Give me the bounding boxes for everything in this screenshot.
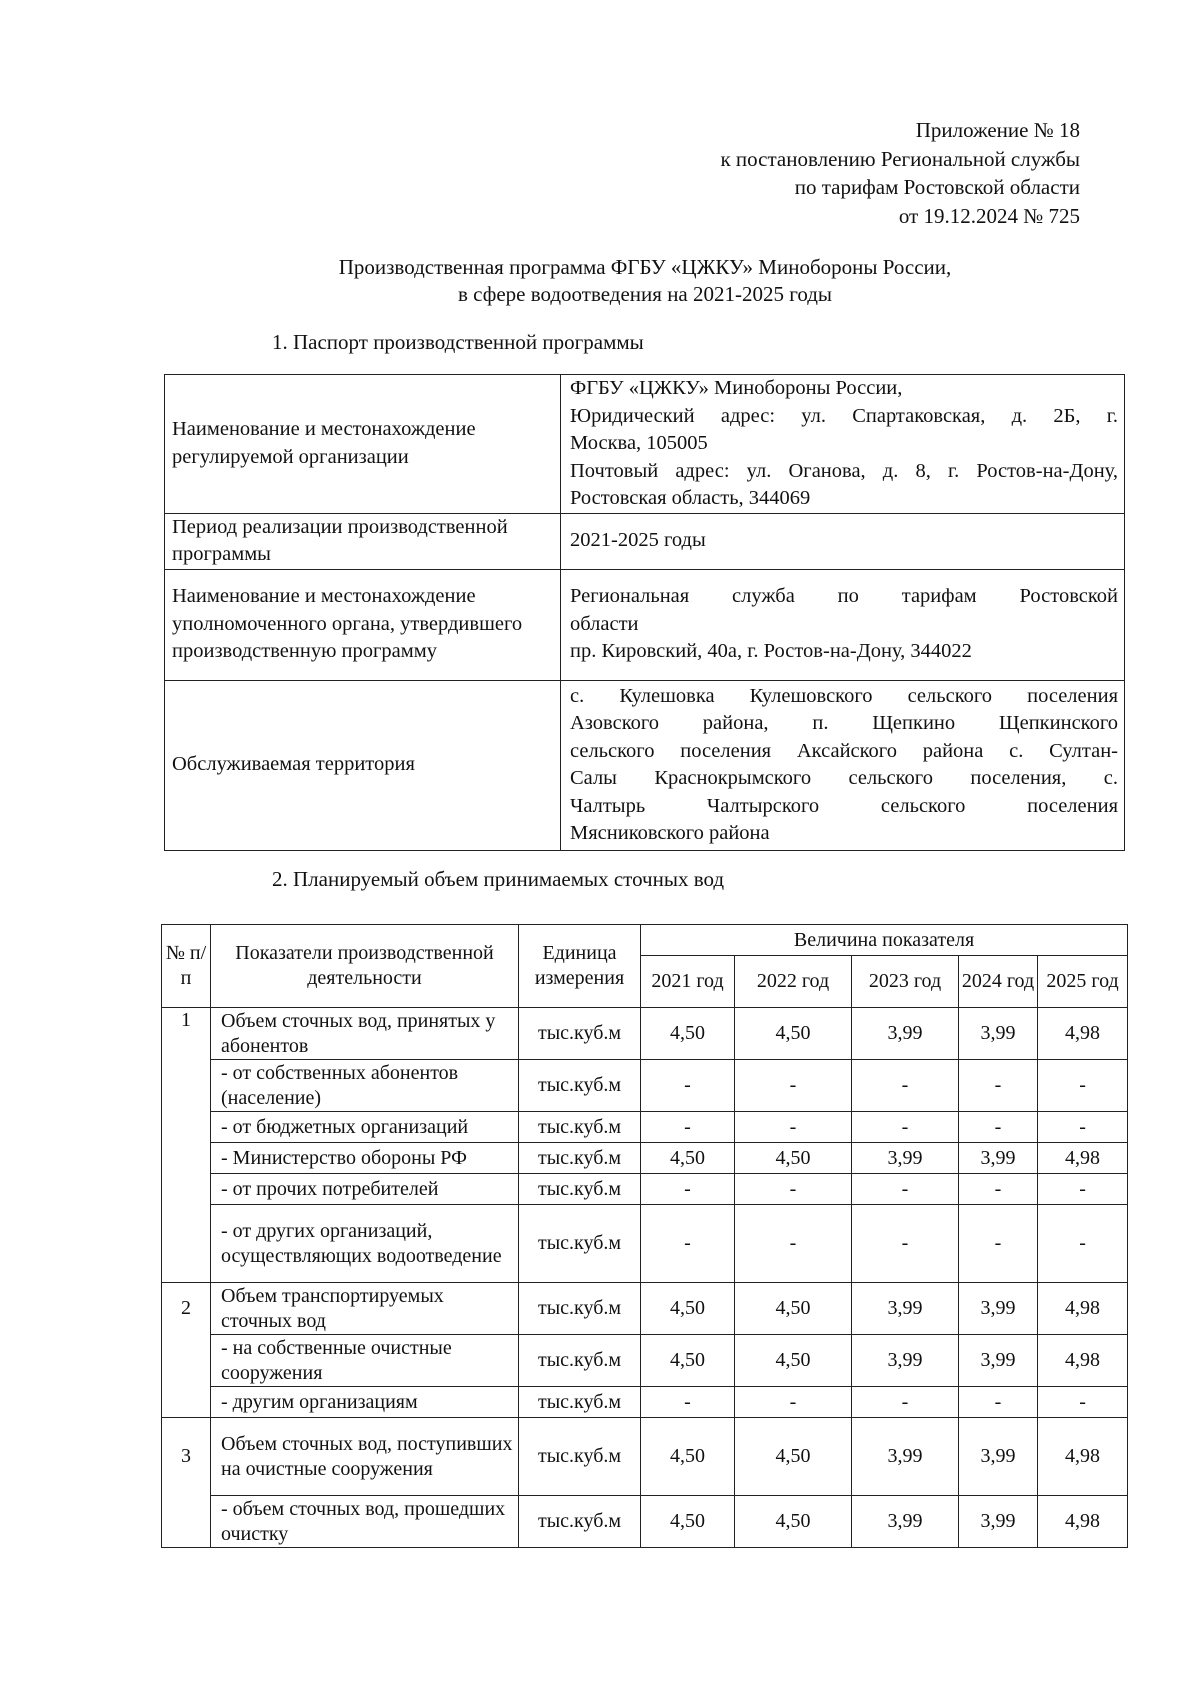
row-value: 4,98 [1038,1283,1128,1335]
row-value: 4,50 [735,1418,852,1496]
row-value: 4,50 [641,1418,735,1496]
passport-value-line: Чалтырь Чалтырского сельского поселения [570,794,1118,817]
row-value: 3,99 [852,1283,959,1335]
row-value: 4,50 [641,1143,735,1174]
passport-row [165,680,1125,850]
header-row [162,925,1128,956]
passport-value-line: Ростовская область, 344069 [570,487,811,509]
passport-value-line: с. Кулешовка Кулешовского сельского поселения [570,684,1118,707]
row-value: - [852,1112,959,1143]
passport-value-line: Мясниковского района [570,822,770,844]
row-value: 4,50 [735,1143,852,1174]
header-year: 2022 год [735,956,852,1008]
row-value: - [735,1060,852,1112]
row-unit: тыс.куб.м [519,1205,641,1283]
passport-value-line: сельского поселения Аксайского района с. Султан- [570,739,1118,762]
passport-value [561,569,1125,680]
row-indicator-name: - Министерство обороны РФ [211,1143,519,1174]
passport-row [165,513,1125,569]
volume-table-body [162,1008,1128,1548]
appendix-line: от 19.12.2024 № 725 [898,203,1080,228]
row-number: 2 [162,1283,211,1335]
row-value: - [1038,1205,1128,1283]
row-value: - [1038,1174,1128,1205]
row-number [162,1205,211,1283]
row-number [162,1143,211,1174]
volume-table [161,924,1128,1548]
row-value: - [852,1174,959,1205]
row-value: 3,99 [959,1143,1038,1174]
header-indicator: Показатели производственной деятельности [211,925,519,1008]
table-row [162,1387,1128,1418]
row-unit: тыс.куб.м [519,1174,641,1205]
header-year: 2025 год [1038,956,1128,1008]
table-row [162,1008,1128,1060]
row-value: - [852,1387,959,1418]
row-unit: тыс.куб.м [519,1143,641,1174]
appendix-header [720,116,1080,230]
row-value: - [641,1205,735,1283]
passport-value [561,680,1125,850]
row-value: 4,98 [1038,1008,1128,1060]
row-value: 3,99 [852,1496,959,1548]
title-line: в сфере водоотведения на 2021-2025 годы [457,282,833,306]
row-value: - [735,1112,852,1143]
row-value: 4,50 [641,1335,735,1387]
row-value: 3,99 [959,1496,1038,1548]
row-indicator-name: - от других организаций, осуществляющих водоотведение [211,1205,519,1283]
row-unit: тыс.куб.м [519,1112,641,1143]
row-indicator-name: - от собственных абонентов (население) [211,1060,519,1112]
row-unit: тыс.куб.м [519,1496,641,1548]
row-value: 4,50 [735,1008,852,1060]
passport-label: Наименование и местонахождение уполномоченного органа, утвердившего производственную программу [165,569,561,680]
row-number [162,1060,211,1112]
row-number [162,1335,211,1387]
passport-value-line: Москва, 105005 [570,432,708,454]
row-value: - [641,1387,735,1418]
row-value: 3,99 [959,1418,1038,1496]
table-row [162,1283,1128,1335]
table-row [162,1112,1128,1143]
header-year: 2023 год [852,956,959,1008]
passport-value-line: пр. Кировский, 40а, г. Ростов-на-Дону, 344022 [570,640,972,663]
table-row [162,1335,1128,1387]
passport-value [561,375,1125,514]
row-number [162,1387,211,1418]
table-row [162,1205,1128,1283]
row-number [162,1112,211,1143]
row-value: - [852,1060,959,1112]
passport-value-line: 2021-2025 годы [570,529,706,552]
table-row [162,1174,1128,1205]
header-unit: Единица измерения [519,925,641,1008]
passport-row [165,375,1125,514]
row-value: - [959,1112,1038,1143]
header-value-group: Величина показателя [641,925,1128,956]
row-number [162,1174,211,1205]
document-title [0,254,1200,308]
passport-value-line: Азовского района, п. Щепкино Щепкинского [570,712,1118,734]
row-unit: тыс.куб.м [519,1418,641,1496]
row-value: 3,99 [852,1335,959,1387]
passport-value [561,513,1125,569]
passport-row [165,569,1125,680]
passport-table [164,374,1125,851]
row-value: 4,98 [1038,1418,1128,1496]
row-value: - [735,1387,852,1418]
row-value: 4,50 [735,1283,852,1335]
table-row [162,1496,1128,1548]
passport-label: Наименование и местонахождение регулируемой организации [165,375,561,514]
row-indicator-name: - от бюджетных организаций [211,1112,519,1143]
passport-label: Период реализации производственной программы [165,513,561,569]
row-value: 3,99 [852,1008,959,1060]
section-heading-passport: 1. Паспорт производственной программы [272,330,644,354]
row-indicator-name: Объем сточных вод, принятых у абонентов [211,1008,519,1060]
row-value: - [959,1205,1038,1283]
row-value: 4,50 [641,1283,735,1335]
header-year: 2024 год [959,956,1038,1008]
row-indicator-name: - объем сточных вод, прошедших очистку [211,1496,519,1548]
row-value: 3,99 [959,1283,1038,1335]
row-value: - [735,1205,852,1283]
row-indicator-name: Объем транспортируемых сточных вод [211,1283,519,1335]
row-indicator-name: Объем сточных вод, поступивших на очистные сооружения [211,1418,519,1496]
row-value: - [959,1387,1038,1418]
header-year: 2021 год [641,956,735,1008]
row-value: 4,50 [735,1496,852,1548]
row-value: - [1038,1387,1128,1418]
table-row [162,1418,1128,1496]
row-value: 4,98 [1038,1496,1128,1548]
passport-value-line: Региональная служба по тарифам Ростовской [570,585,1118,608]
row-value: - [641,1174,735,1205]
section-heading-volume: 2. Планируемый объем принимаемых сточных вод [272,867,725,891]
row-unit: тыс.куб.м [519,1283,641,1335]
row-value: - [852,1205,959,1283]
row-number: 1 [162,1008,211,1060]
row-unit: тыс.куб.м [519,1335,641,1387]
passport-value-line: Почтовый адрес: ул. Оганова, д. 8, г. Ростов-на-Дону, [570,459,1118,482]
row-value: 4,98 [1038,1335,1128,1387]
row-value: 4,50 [735,1335,852,1387]
row-unit: тыс.куб.м [519,1008,641,1060]
row-value: 3,99 [852,1418,959,1496]
row-value: - [1038,1060,1128,1112]
table-row [162,1143,1128,1174]
appendix-line: к постановлению Региональной службы [720,146,1080,171]
row-unit: тыс.куб.м [519,1060,641,1112]
title-line: Производственная программа ФГБУ «ЦЖКУ» Минобороны России, [338,255,952,279]
row-value: 4,50 [641,1008,735,1060]
passport-label: Обслуживаемая территория [165,680,561,850]
row-value: - [959,1060,1038,1112]
row-number: 3 [162,1418,211,1496]
row-value: - [1038,1112,1128,1143]
appendix-line: по тарифам Ростовской области [794,175,1080,199]
row-value: - [735,1174,852,1205]
row-value: 3,99 [852,1143,959,1174]
row-unit: тыс.куб.м [519,1387,641,1418]
passport-value-line: области [570,612,639,635]
row-indicator-name: - от прочих потребителей [211,1174,519,1205]
table-row [162,1060,1128,1112]
row-number [162,1496,211,1548]
row-indicator-name: - на собственные очистные сооружения [211,1335,519,1387]
row-value: 3,99 [959,1008,1038,1060]
header-num: № п/п [162,925,211,1008]
passport-value-line: Юридический адрес: ул. Спартаковская, д. 2Б, г. [570,404,1118,427]
passport-value-line: ФГБУ «ЦЖКУ» Минобороны России, [570,377,903,399]
row-value: - [641,1112,735,1143]
row-value: - [641,1060,735,1112]
row-value: 4,50 [641,1496,735,1548]
row-value: 4,98 [1038,1143,1128,1174]
row-value: - [959,1174,1038,1205]
row-value: 3,99 [959,1335,1038,1387]
appendix-line: Приложение № 18 [915,118,1080,142]
row-indicator-name: - другим организациям [211,1387,519,1418]
passport-value-line: Салы Краснокрымского сельского поселения, с. [570,767,1118,789]
